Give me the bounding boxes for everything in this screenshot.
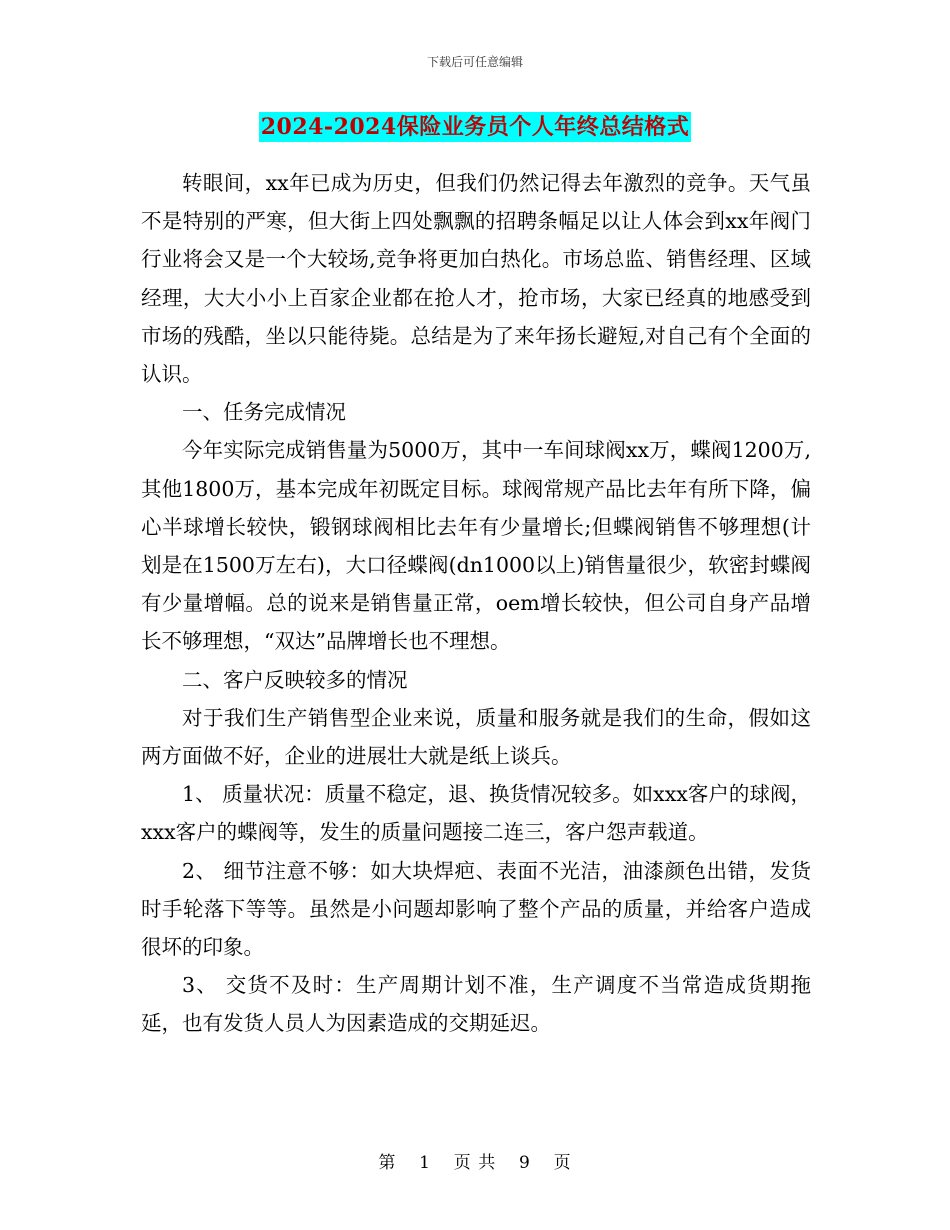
paragraph-customer-intro: 对于我们生产销售型企业来说，质量和服务就是我们的生命，假如这两方面做不好，企业的进展壮大就是纸上谈兵。	[141, 705, 811, 769]
footer-prefix: 第	[378, 1153, 397, 1173]
paragraph-intro: 转眼间，xx年已成为历史，但我们仍然记得去年激烈的竞争。天气虽不是特别的严寒，但大街上四处飘飘的招聘条幅足以让人体会到xx年阀门行业将会又是一个大较场,竞争将更加白热化。市场总监、销售经理、区域经理，大大小小上百家企业都在抢人才，抢市场，大家已经真的地感受到市场的残酷，坐以只能待毙。总结是为了来年扬长避短,对自己有个全面的认识。	[141, 171, 811, 387]
list-item-details: 2、 细节注意不够：如大块焊疤、表面不光洁，油漆颜色出错，发货时手轮落下等等。虽然是小问题却影响了整个产品的质量，并给客户造成很坏的印象。	[141, 858, 811, 960]
page-footer	[0, 1152, 950, 1174]
list-item-delivery: 3、 交货不及时：生产周期计划不准，生产调度不当常造成货期拖延，也有发货人员人为因素造成的交期延迟。	[141, 973, 811, 1036]
footer-total-pages: 9	[519, 1153, 531, 1173]
document-title: 2024-2024保险业务员个人年终总结格式	[260, 114, 690, 140]
header-note: 下载后可任意编辑	[426, 55, 523, 69]
paragraph-task-details: 今年实际完成销售量为5000万，其中一车间球阀xx万，蝶阀1200万,其他1800万，基本完成年初既定目标。球阀常规产品比去年有所下降，偏心半球增长较快，锻钢球阀相比去年有少量增长;但蝶阀销售不够理想(计划是在1500万左右)，大口径蝶阀(dn1000以上)销售量很少，软密封蝶阀有少量增幅。总的说来是销售量正常，oem增长较快，但公司自身产品增长不够理想，“双达”品牌增长也不理想。	[141, 438, 811, 654]
section-heading-customer: 二、客户反映较多的情况	[182, 667, 408, 692]
section-heading-task: 一、任务完成情况	[182, 400, 346, 425]
footer-page-number: 1	[419, 1153, 431, 1173]
footer-mid: 页 共	[453, 1153, 497, 1173]
title-container	[0, 112, 950, 142]
list-item-quality: 1、 质量状况：质量不稳定，退、换货情况较多。如xxx客户的球阀，xxx客户的蝶阀等，发生的质量问题接二连三，客户怨声载道。	[141, 782, 811, 845]
footer-suffix: 页	[553, 1153, 572, 1173]
document-body	[141, 164, 811, 1043]
